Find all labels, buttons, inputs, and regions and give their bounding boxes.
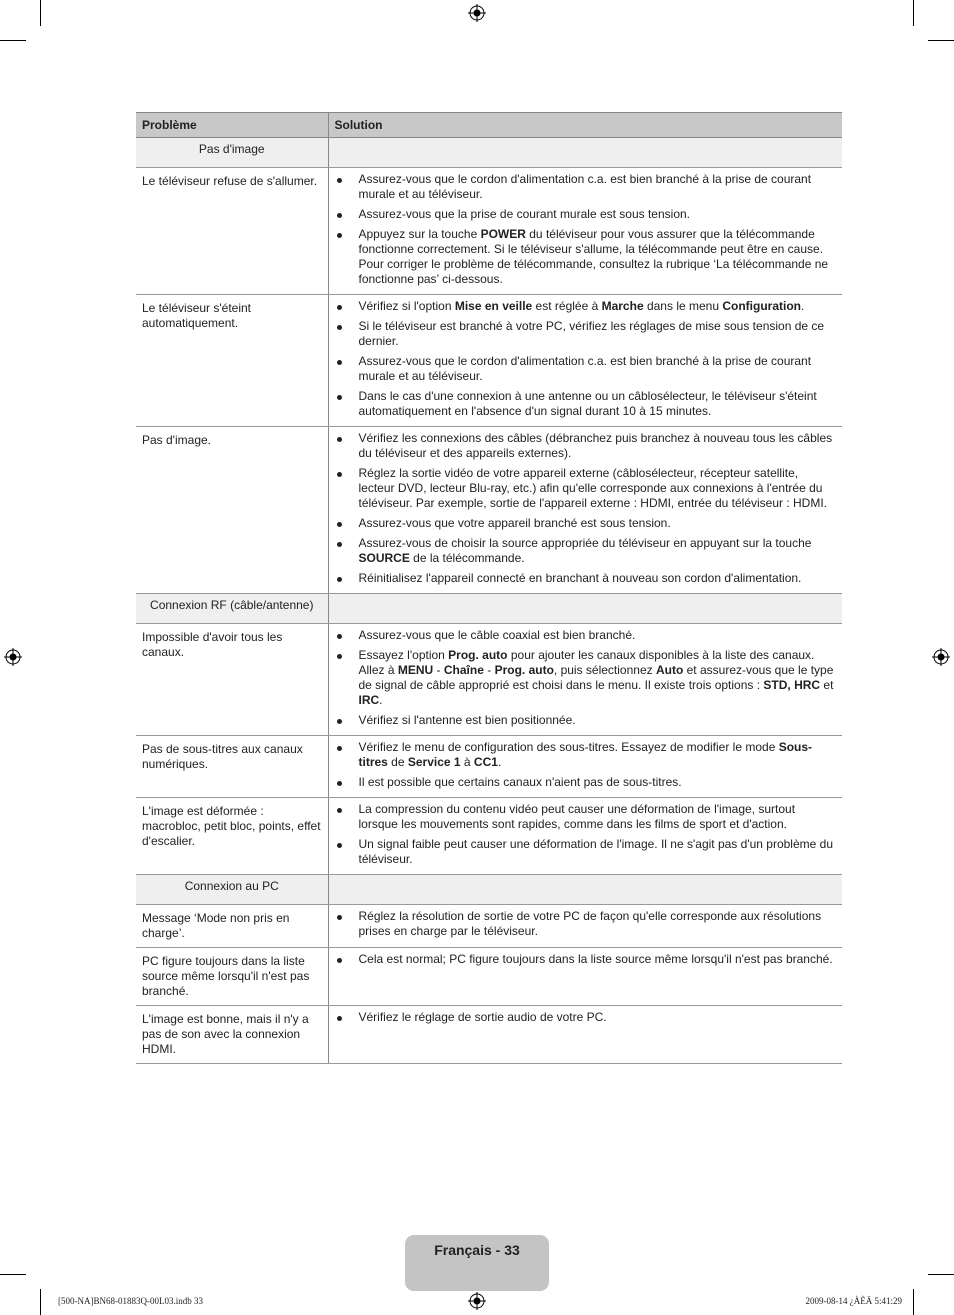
registration-mark-icon	[468, 4, 486, 22]
solution-emphasis: Marche	[601, 299, 644, 313]
solution-text: est réglée à	[532, 299, 602, 313]
solution-text: Assurez-vous que votre appareil branché est sous tension.	[358, 516, 671, 530]
problem-cell: Le téléviseur s'éteint automatiquement.	[136, 295, 328, 427]
solution-text: Assurez-vous que le cordon d'alimentation c.a. est bien branché à la prise de courant murale et au téléviseur.	[358, 354, 812, 383]
crop-mark	[928, 1274, 954, 1275]
solution-emphasis: CC1	[473, 755, 498, 769]
solution-text: Assurez-vous que la prise de courant murale est sous tension.	[358, 207, 691, 221]
table-row	[136, 427, 842, 594]
table-row	[136, 948, 842, 1006]
solution-text: Vérifiez si l'option	[358, 299, 455, 313]
solution-item	[329, 516, 835, 531]
section-header-row	[136, 138, 842, 168]
solution-text: Dans le cas d'une connexion à une antenne ou un câblosélecteur, le téléviseur s'éteint automatiquement en l'absence d'un signal durant 10 à 15 minutes.	[358, 389, 817, 418]
solution-item	[329, 952, 835, 967]
solution-list	[329, 1010, 835, 1025]
table-header-row	[136, 113, 842, 138]
solution-text: .	[497, 755, 502, 769]
solution-item	[329, 775, 835, 790]
solution-emphasis: Configuration	[722, 299, 801, 313]
crop-mark	[0, 40, 26, 41]
solution-cell	[328, 295, 842, 427]
solution-text: Vérifiez le menu de configuration des sous-titres. Essayez de modifier le mode	[358, 740, 779, 754]
solution-item	[329, 837, 835, 867]
table-row	[136, 295, 842, 427]
solution-emphasis: Prog. auto	[494, 663, 554, 677]
solution-text: pour ajouter les canaux disponibles à la liste des canaux. Allez à	[358, 648, 815, 677]
solution-text: Réglez la sortie vidéo de votre appareil externe (câblosélecteur, récepteur satellite, lecteur DVD, lecteur Blu-ray, etc.) afin qu'elle corresponde aux connexions à l'entrée du téléviseur. Par exemple, sortie de l'appareil externe : HDMI, entrée du téléviseur : HDMI.	[358, 466, 827, 510]
solution-text: et assurez-vous que le type de signal de câble approprié est choisi dans le menu. Il existe trois options :	[358, 663, 834, 692]
crop-mark	[913, 0, 914, 26]
solution-text: Un signal faible peut causer une déformation de l'image. Il ne s'agit pas d'un problème du téléviseur.	[358, 837, 833, 866]
solution-cell	[328, 427, 842, 594]
solution-emphasis: Sous-titres	[358, 740, 813, 769]
registration-mark-icon	[932, 648, 950, 666]
solution-item	[329, 713, 835, 728]
solution-item	[329, 299, 835, 314]
solution-text: Si le téléviseur est branché à votre PC, vérifiez les réglages de mise sous tension de ce dernier.	[358, 319, 825, 348]
registration-mark-icon	[468, 1292, 486, 1310]
crop-mark	[928, 40, 954, 41]
solution-text: dans le menu	[643, 299, 723, 313]
problem-cell: Pas de sous-titres aux canaux numériques.	[136, 736, 328, 798]
solution-text: Assurez-vous que le câble coaxial est bien branché.	[358, 628, 636, 642]
section-empty-cell	[328, 594, 842, 624]
solution-emphasis: IRC	[358, 693, 380, 707]
table-row	[136, 168, 842, 295]
page-number-tab	[405, 1235, 549, 1291]
problem-cell: Le téléviseur refuse de s'allumer.	[136, 168, 328, 295]
print-info-right: 2009-08-14 ¿ÀÈÄ 5:41:29	[805, 1296, 902, 1306]
problem-cell: L'image est bonne, mais il n'y a pas de son avec la connexion HDMI.	[136, 1006, 328, 1064]
section-title: Connexion au PC	[136, 875, 328, 905]
solution-item	[329, 172, 835, 202]
solution-text: Réglez la résolution de sortie de votre PC de façon qu'elle corresponde aux résolutions prises en charge par le téléviseur.	[358, 909, 822, 938]
solution-item	[329, 571, 835, 586]
solution-text: -	[483, 663, 495, 677]
solution-text: et	[820, 678, 834, 692]
solution-emphasis: POWER	[480, 227, 526, 241]
solution-text: .	[379, 693, 383, 707]
solution-list	[329, 909, 835, 939]
solution-emphasis: Mise en veille	[454, 299, 533, 313]
page-number: Français - 33	[434, 1242, 520, 1258]
solution-text: Vérifiez si l'antenne est bien positionnée.	[358, 713, 576, 727]
solution-text: Vérifiez les connexions des câbles (débranchez puis branchez à nouveau tous les câbles du téléviseur et des appareils externes).	[358, 431, 833, 460]
print-info-left: [500-NA]BN68-01883Q-00L03.indb 33	[58, 1296, 203, 1306]
table-row	[136, 736, 842, 798]
solution-text: à	[460, 755, 474, 769]
solution-emphasis: STD, HRC	[763, 678, 821, 692]
solution-item	[329, 740, 835, 770]
solution-text: -	[433, 663, 444, 677]
problem-cell: Impossible d'avoir tous les canaux.	[136, 624, 328, 736]
section-empty-cell	[328, 875, 842, 905]
solution-emphasis: Chaîne	[443, 663, 484, 677]
solution-item	[329, 207, 835, 222]
registration-mark-icon	[4, 648, 22, 666]
solution-text: , puis sélectionnez	[553, 663, 656, 677]
problem-cell: L'image est déformée : macrobloc, petit bloc, points, effet d'escalier.	[136, 798, 328, 875]
section-title: Pas d'image	[136, 138, 328, 168]
solution-item	[329, 389, 835, 419]
problem-cell: Message ‘Mode non pris en charge’.	[136, 905, 328, 948]
solution-item	[329, 909, 835, 939]
solution-text: du téléviseur pour vous assurer que la télécommande fonctionne correctement. Si le téléviseur s'allume, la télécommande peut être en cause. Pour corriger le problème de télécommande, consultez la rubrique ‘La télécommande ne fonctionne pas’ ci-dessous.	[358, 227, 829, 286]
solution-text: Réinitialisez l'appareil connecté en branchant à nouveau son cordon d'alimentation.	[358, 571, 802, 585]
section-empty-cell	[328, 138, 842, 168]
table-row	[136, 1006, 842, 1064]
section-title: Connexion RF (câble/antenne)	[136, 594, 328, 624]
solution-item	[329, 628, 835, 643]
problem-cell: Pas d'image.	[136, 427, 328, 594]
solution-text: Appuyez sur la touche	[358, 227, 481, 241]
solution-cell	[328, 168, 842, 295]
solution-item	[329, 648, 835, 708]
solution-list	[329, 740, 835, 790]
column-header-solution: Solution	[328, 113, 842, 138]
table-row	[136, 624, 842, 736]
crop-mark	[40, 0, 41, 26]
solution-text: Cela est normal; PC figure toujours dans la liste source même lorsqu'il n'est pas branché.	[358, 952, 833, 966]
crop-mark	[0, 1274, 26, 1275]
table-row	[136, 905, 842, 948]
solution-cell	[328, 624, 842, 736]
solution-cell	[328, 948, 842, 1006]
crop-mark	[40, 1289, 41, 1315]
solution-text: Assurez-vous de choisir la source appropriée du téléviseur en appuyant sur la touche	[358, 536, 812, 550]
solution-list	[329, 172, 835, 287]
solution-cell	[328, 1006, 842, 1064]
solution-text: de	[387, 755, 408, 769]
problem-cell: PC figure toujours dans la liste source même lorsqu'il n'est pas branché.	[136, 948, 328, 1006]
section-header-row	[136, 594, 842, 624]
solution-emphasis: Prog. auto	[448, 648, 508, 662]
troubleshooting-table	[136, 112, 842, 1064]
solution-text: .	[801, 299, 805, 313]
crop-mark	[913, 1289, 914, 1315]
solution-text: La compression du contenu vidéo peut causer une déformation de l'image, surtout lorsque les mouvements sont rapides, comme dans les films de sport et d'action.	[358, 802, 796, 831]
solution-item	[329, 354, 835, 384]
solution-list	[329, 952, 835, 967]
solution-cell	[328, 798, 842, 875]
solution-text: Vérifiez le réglage de sortie audio de votre PC.	[358, 1010, 607, 1024]
solution-item	[329, 431, 835, 461]
solution-item	[329, 319, 835, 349]
solution-cell	[328, 905, 842, 948]
table-row	[136, 798, 842, 875]
solution-cell	[328, 736, 842, 798]
solution-text: de la télécommande.	[409, 551, 525, 565]
solution-text: Assurez-vous que le cordon d'alimentation c.a. est bien branché à la prise de courant murale et au téléviseur.	[358, 172, 812, 201]
column-header-problem: Problème	[136, 113, 328, 138]
solution-item	[329, 802, 835, 832]
solution-emphasis: MENU	[397, 663, 434, 677]
solution-emphasis: Service 1	[407, 755, 461, 769]
solution-item	[329, 466, 835, 511]
section-header-row	[136, 875, 842, 905]
solution-text: Il est possible que certains canaux n'aient pas de sous-titres.	[358, 775, 682, 789]
solution-list	[329, 431, 835, 586]
solution-list	[329, 299, 835, 419]
solution-list	[329, 802, 835, 867]
solution-text: Essayez l'option	[358, 648, 449, 662]
solution-item	[329, 536, 835, 566]
solution-item	[329, 227, 835, 287]
solution-emphasis: Auto	[655, 663, 684, 677]
solution-list	[329, 628, 835, 728]
solution-emphasis: SOURCE	[358, 551, 410, 565]
solution-item	[329, 1010, 835, 1025]
